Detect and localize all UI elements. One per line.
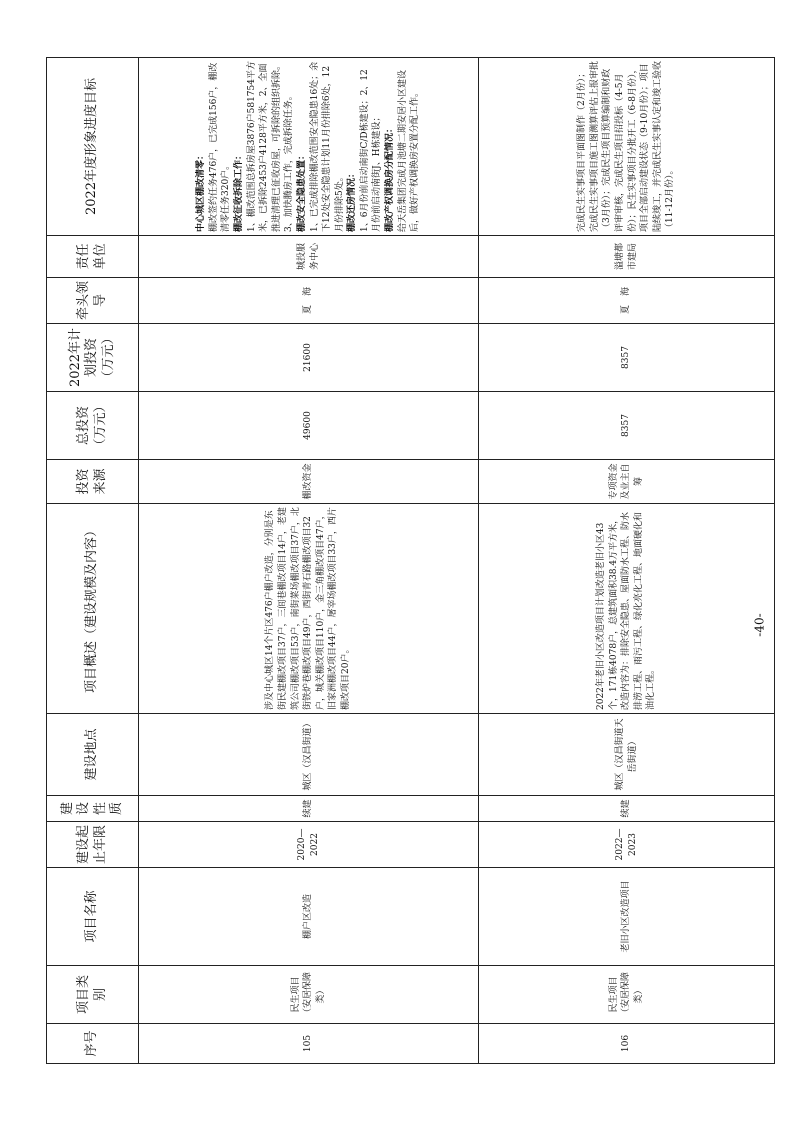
cell-overview: 2022年老旧小区改造项目计划改造老旧小区43个，171栋4078户，总建筑面积38.4万平方米，改造内容为：排除安全隐患、屋面防水工程、防水排涝工程、雨污工程、绿化亮化工程、地面硬化和油化工程。 — [479, 504, 775, 714]
target-section-title: 棚改产权调换房分配情况： — [385, 123, 396, 232]
cell-planned-2022: 21600 — [139, 324, 479, 392]
rotated-sheet — [46, 58, 774, 1064]
cell-category: 民生项目（安居保障类） — [479, 966, 775, 1024]
cell-period: 2022—2023 — [479, 822, 775, 868]
cell-nature: 续建 — [139, 796, 479, 822]
cell-target — [139, 58, 479, 236]
cell-category: 民生项目（安居保障类） — [139, 966, 479, 1024]
target-section-title: 棚改征收拆除工作： — [233, 150, 244, 232]
table-row — [139, 58, 479, 1064]
header-overview: 项目概述（建设规模及内容） — [47, 504, 139, 714]
table-row — [479, 58, 775, 1064]
header-target: 2022年度形象进度目标 — [47, 58, 139, 236]
header-name: 项目名称 — [47, 868, 139, 966]
target-section-text: 1、已完成排除棚改范围安全隐患16处；余下12处安全隐患计划11月份排除6处，12月份排除5处。 — [309, 61, 345, 232]
header-fund-source: 投资来源 — [47, 460, 139, 504]
cell-fund-source: 棚改资金 — [139, 460, 479, 504]
cell-nature: 续建 — [479, 796, 775, 822]
header-seq: 序号 — [47, 1024, 139, 1064]
cell-name: 老旧小区改造项目 — [479, 868, 775, 966]
target-section-title: 棚改安全隐患处置： — [296, 150, 307, 232]
target-section-text: 1、6月份前启动南街C/D栋建设；2、12月份前启动南街J、H栋建设； — [359, 69, 383, 232]
cell-period: 2020—2022 — [139, 822, 479, 868]
cell-unit: 溢塘都市建局 — [479, 236, 775, 278]
target-section-title: 中心城区棚改清零： — [196, 150, 207, 232]
project-table — [46, 57, 775, 1064]
cell-leader: 夏 海 — [479, 278, 775, 324]
cell-leader: 夏 海 — [139, 278, 479, 324]
cell-planned-2022: 8357 — [479, 324, 775, 392]
cell-fund-source: 专项资金及业主自筹 — [479, 460, 775, 504]
target-section-text: 1、棚改范围总拆房屋3876户581754平方米，已拆除2453户4128平方米，2、全面推进清理已征收房屋，可拆除的组织拆除。3、加快腾房工作，完成拆除任务。 — [246, 60, 295, 232]
target-section-title: 棚改还房情况： — [347, 168, 358, 232]
target-section-text: 给天岳集团完成月池塘二期安居小区建设后，做好产权调换房安置分配工作。 — [397, 69, 421, 232]
header-period: 建设起止年限 — [47, 822, 139, 868]
cell-total-investment: 8357 — [479, 392, 775, 460]
cell-target — [479, 58, 775, 236]
page-number: -40- — [752, 613, 767, 637]
header-category: 项目类别 — [47, 966, 139, 1024]
header-total-investment: 总投资（万元） — [47, 392, 139, 460]
header-location: 建设地点 — [47, 714, 139, 796]
cell-unit: 城投服务中心 — [139, 236, 479, 278]
cell-overview: 涉及中心城区14个片区476户棚户改造，分别是东街民建棚改项目37户，三闾巷棚改项目14户，老建筑公司棚改项目53户，南街菜场棚改项目37户，北街铁炉巷棚改项目49户，西街青石路棚改项目32户，城关棚改项目110户，金三角棚改项目47户，旧家洲棚改项目44户，屠宰场棚改项目33户，西片棚改项目20户。 — [139, 504, 479, 714]
target-section-text: 棚改签约任务476户，已完成156户，棚改清零任务320户。 — [208, 62, 232, 232]
header-nature: 建设性质 — [47, 796, 139, 822]
header-row — [47, 58, 139, 1064]
header-planned-2022: 2022年计划投资（万元） — [47, 324, 139, 392]
cell-seq: 105 — [139, 1024, 479, 1064]
header-leader: 牵头领导 — [47, 278, 139, 324]
cell-location: 城区（汉昌街道） — [139, 714, 479, 796]
cell-name: 棚户区改造 — [139, 868, 479, 966]
cell-location: 城区（汉昌街道天岳街道） — [479, 714, 775, 796]
header-unit: 责任单位 — [47, 236, 139, 278]
cell-seq: 106 — [479, 1024, 775, 1064]
target-section-text: 完成民生实事项目平面图制作（2月份）；完成民生实事项目施工图测算评估上报审批（3月份）；完成民生项目预算编制和财政评审审核，完成民生项目招投标（4-5月份）；民生实事项目分批开工（6-8月份），项目全部启动建设状态（9-10月份）；项目陆续竣工，并完成民生实事认定和竣工验收（11-12月份）。 — [577, 60, 676, 232]
table-container — [46, 58, 774, 1064]
cell-total-investment: 49600 — [139, 392, 479, 460]
